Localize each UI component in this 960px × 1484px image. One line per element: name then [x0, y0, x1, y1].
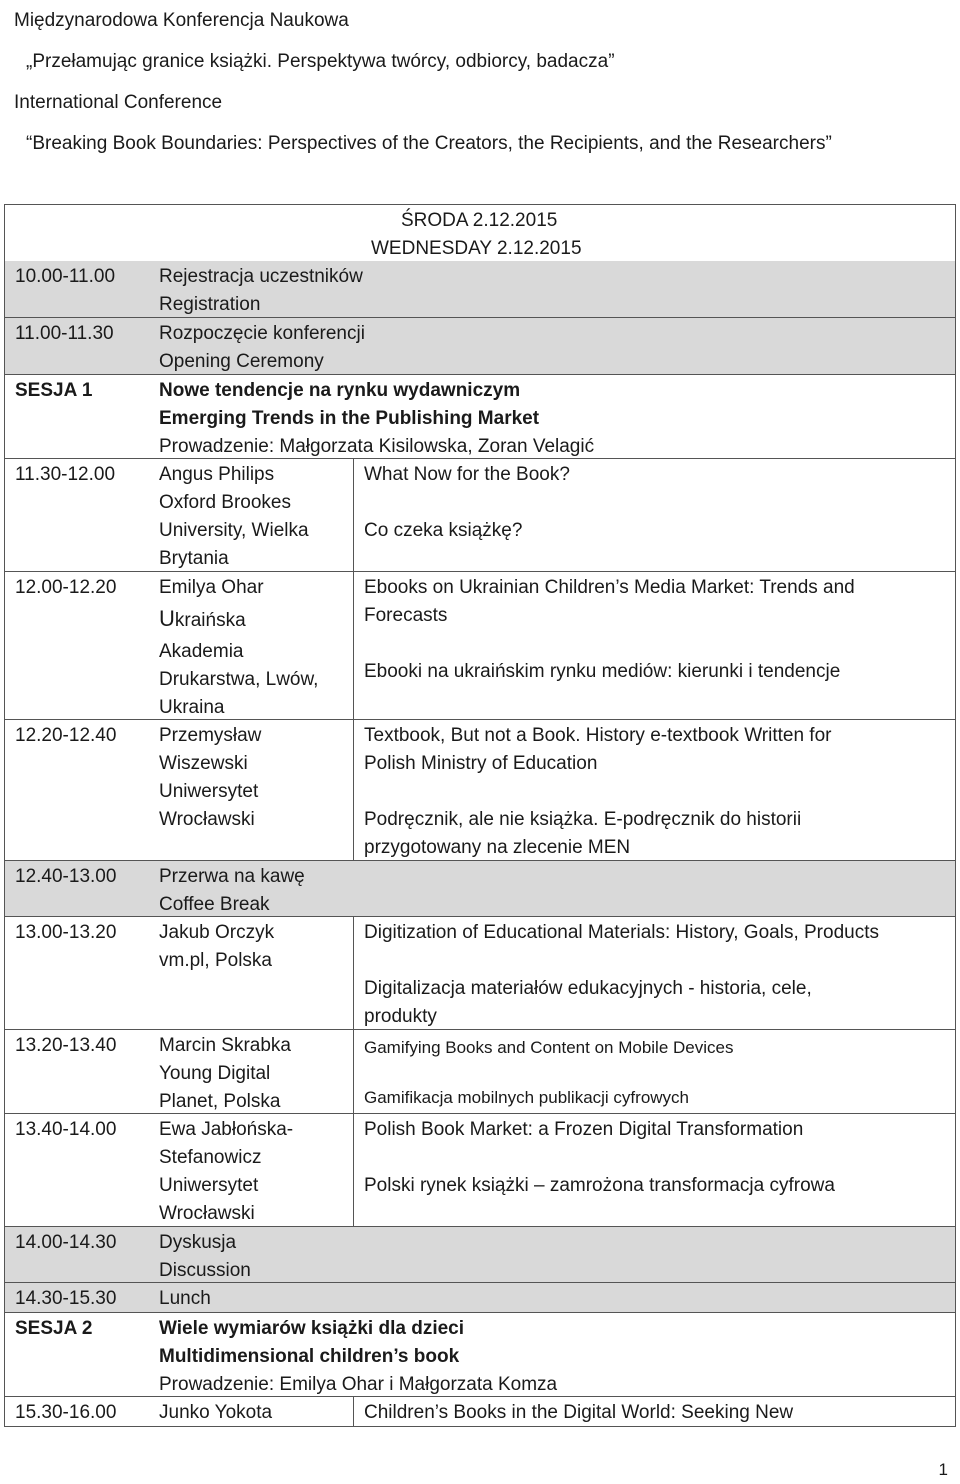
- speaker: [159, 1399, 349, 1427]
- row-time: 13.20-13.40: [15, 1035, 117, 1056]
- document-header: [14, 0, 944, 164]
- talk-title-en: Forecasts: [364, 605, 448, 626]
- talk-title: [364, 722, 954, 862]
- row-time: 12.00-12.20: [15, 577, 117, 598]
- talk-row: [5, 1029, 955, 1113]
- header-line-en-title: “Breaking Book Boundaries: Perspectives of the Creators, the Recipients, and the Researchers”: [26, 133, 832, 154]
- session-1-header: [5, 374, 955, 458]
- talk-title: [364, 574, 954, 686]
- session-chair: Prowadzenie: Małgorzata Kisilowska, Zoran Velagić: [159, 436, 595, 457]
- speaker: [159, 461, 349, 573]
- speaker-name: Przemysław: [159, 725, 262, 746]
- session-chair: Prowadzenie: Emilya Ohar i Małgorzata Komza: [159, 1374, 558, 1395]
- speaker-name: Angus Philips: [159, 464, 275, 485]
- talk-title-en: Digitization of Educational Materials: History, Goals, Products: [364, 922, 879, 943]
- schedule-row-discussion: [5, 1226, 955, 1282]
- speaker-name: Stefanowicz: [159, 1147, 262, 1168]
- session-2-header: [5, 1312, 955, 1396]
- speaker-name: Jakub Orczyk: [159, 922, 275, 943]
- page-number: 1: [938, 1460, 948, 1479]
- speaker-name: Emilya Ohar: [159, 577, 264, 598]
- talk-title-en: Gamifying Books and Content on Mobile Devices: [364, 1038, 734, 1057]
- agenda-table: [4, 204, 956, 1427]
- talk-title: [364, 1034, 954, 1112]
- talk-title-pl: Digitalizacja materiałów edukacyjnych - historia, cele,: [364, 978, 812, 999]
- talk-title-en: Polish Book Market: a Frozen Digital Transformation: [364, 1119, 804, 1140]
- talk-row: [5, 458, 955, 571]
- row-text-en: Opening Ceremony: [159, 351, 324, 372]
- session-label: SESJA 2: [15, 1318, 93, 1339]
- session-title-en: Multidimensional children’s book: [159, 1346, 460, 1367]
- row-time: 10.00-11.00: [15, 266, 116, 287]
- schedule-row-opening: [5, 317, 955, 374]
- speaker-affiliation: Uniwersytet: [159, 781, 259, 802]
- speaker: [159, 919, 349, 975]
- row-time: 11.00-11.30: [15, 323, 114, 344]
- speaker-affiliation: Young Digital: [159, 1063, 271, 1084]
- session-description: [159, 377, 949, 461]
- session-label: SESJA 1: [15, 380, 93, 401]
- talk-title-pl: Co czeka książkę?: [364, 520, 523, 541]
- speaker: [159, 1116, 349, 1228]
- row-description: [159, 863, 949, 919]
- row-time: 12.40-13.00: [15, 866, 117, 887]
- talk-title-pl: produkty: [364, 1006, 437, 1027]
- speaker-affiliation: Wrocławski: [159, 809, 255, 830]
- speaker-affiliation: Uniwersytet: [159, 1175, 259, 1196]
- talk-title-en: Ebooks on Ukrainian Children’s Media Market: Trends and: [364, 577, 855, 598]
- schedule-row-lunch: [5, 1282, 955, 1312]
- talk-title-en: What Now for the Book?: [364, 464, 570, 485]
- talk-title-en: Children’s Books in the Digital World: Seeking New: [364, 1402, 794, 1423]
- talk-row: [5, 1396, 955, 1426]
- schedule-row-coffee-break: [5, 860, 955, 916]
- row-text-pl: Dyskusja: [159, 1232, 237, 1253]
- row-text-en: Registration: [159, 294, 261, 315]
- row-description: [159, 320, 949, 376]
- row-time: 14.30-15.30: [15, 1288, 117, 1309]
- speaker-affiliation: Ukraina: [159, 697, 225, 718]
- speaker: [159, 1032, 349, 1116]
- speaker-name: Ewa Jabłońska-: [159, 1119, 294, 1140]
- row-text-en: Discussion: [159, 1260, 251, 1281]
- session-title-en: Emerging Trends in the Publishing Market: [159, 408, 540, 429]
- talk-row: [5, 916, 955, 1029]
- day-label-en: WEDNESDAY 2.12.2015: [371, 238, 582, 259]
- session-description: [159, 1315, 949, 1399]
- day-label-pl: ŚRODA 2.12.2015: [401, 210, 558, 231]
- talk-title-pl: Gamifikacja mobilnych publikacji cyfrowych: [364, 1088, 690, 1107]
- talk-title: [364, 1116, 954, 1200]
- session-title-pl: Wiele wymiarów książki dla dzieci: [159, 1318, 465, 1339]
- row-time: 13.40-14.00: [15, 1119, 117, 1140]
- session-title-pl: Nowe tendencje na rynku wydawniczym: [159, 380, 521, 401]
- row-time: 13.00-13.20: [15, 922, 117, 943]
- talk-title-pl: Polski rynek książki – zamrożona transformacja cyfrowa: [364, 1175, 835, 1196]
- day-label: [371, 207, 582, 263]
- row-text-pl: Przerwa na kawę: [159, 866, 305, 887]
- row-text-pl: Lunch: [159, 1288, 211, 1309]
- speaker-name: Marcin Skrabka: [159, 1035, 291, 1056]
- speaker-affiliation: Ukraińska: [159, 606, 246, 631]
- row-time: 15.30-16.00: [15, 1402, 117, 1423]
- talk-row: [5, 1113, 955, 1226]
- talk-row: [5, 571, 955, 719]
- row-time: 11.30-12.00: [15, 464, 116, 485]
- speaker-affiliation: Akademia: [159, 641, 244, 662]
- speaker-affiliation: Wrocławski: [159, 1203, 255, 1224]
- row-text-pl: Rozpoczęcie konferencji: [159, 323, 365, 344]
- row-time: 14.00-14.30: [15, 1232, 117, 1253]
- header-line-pl-org: Międzynarodowa Konferencja Naukowa: [14, 10, 349, 31]
- speaker-affiliation: Brytania: [159, 548, 229, 569]
- speaker-affiliation: vm.pl, Polska: [159, 950, 272, 971]
- speaker-affiliation: Oxford Brookes: [159, 492, 291, 513]
- row-text-pl: Rejestracja uczestników: [159, 266, 363, 287]
- row-description: [159, 1285, 949, 1313]
- header-line-en-org: International Conference: [14, 92, 223, 113]
- talk-title: [364, 919, 954, 1031]
- speaker-name: Junko Yokota: [159, 1402, 273, 1423]
- header-line-pl-title: „Przełamując granice książki. Perspektywa twórcy, odbiorcy, badacza”: [26, 51, 615, 72]
- talk-row: [5, 719, 955, 860]
- day-header-row: [5, 205, 955, 261]
- talk-title-en: Polish Ministry of Education: [364, 753, 598, 774]
- talk-title: [364, 1399, 954, 1427]
- row-description: [159, 263, 949, 319]
- speaker-affiliation: Drukarstwa, Lwów,: [159, 669, 319, 690]
- speaker-affiliation: University, Wielka: [159, 520, 309, 541]
- row-description: [159, 1229, 949, 1285]
- talk-title-en: Textbook, But not a Book. History e-textbook Written for: [364, 725, 832, 746]
- row-text-en: Coffee Break: [159, 894, 270, 915]
- speaker-name: Wiszewski: [159, 753, 248, 774]
- talk-title-pl: przygotowany na zlecenie MEN: [364, 837, 631, 858]
- speaker: [159, 722, 349, 834]
- talk-title-pl: Podręcznik, ale nie książka. E-podręcznik do historii: [364, 809, 802, 830]
- row-time: 12.20-12.40: [15, 725, 117, 746]
- talk-title: [364, 461, 954, 541]
- speaker: [159, 574, 349, 722]
- talk-title-pl: Ebooki na ukraińskim rynku mediów: kierunki i tendencje: [364, 661, 841, 682]
- speaker-affiliation: Planet, Polska: [159, 1091, 281, 1112]
- schedule-row-registration: [5, 261, 955, 317]
